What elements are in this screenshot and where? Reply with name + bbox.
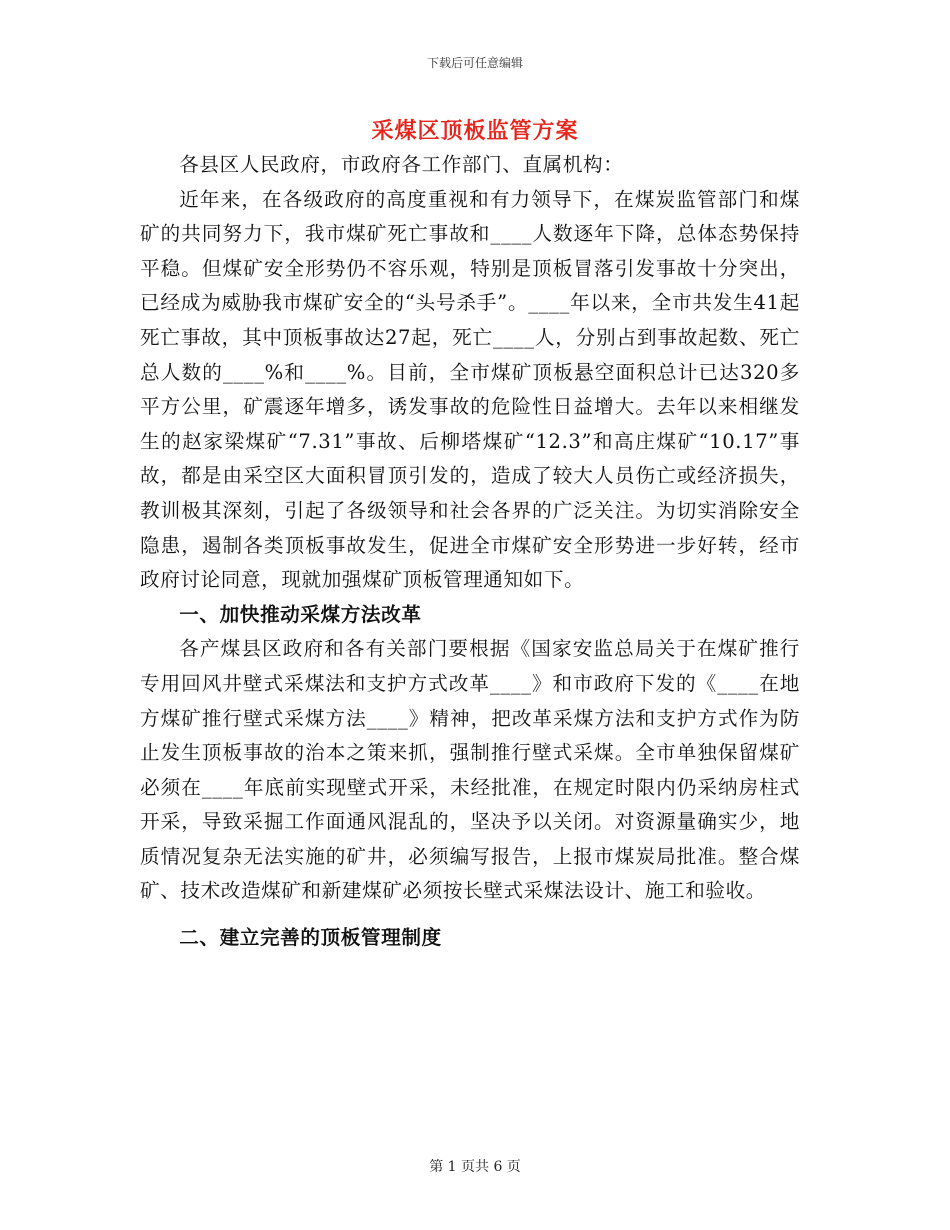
document-body — [140, 148, 800, 956]
section-heading-2: 二、建立完善的顶板管理制度 — [179, 926, 442, 950]
intro-paragraph: 近年来，在各级政府的高度重视和有力领导下，在煤炭监管部门和煤矿的共同努力下，我市煤矿死亡事故和____人数逐年下降，总体态势保持平稳。但煤矿安全形势仍不容乐观，特别是顶板冒落引发事故十分突出，已经成为威胁我市煤矿安全的“头号杀手”。____年以来，全市共发生41起死亡事故，其中顶板事故达27起，死亡____人，分别占到事故起数、死亡总人数的____%和____%。目前，全市煤矿顶板悬空面积总计已达320多平方公里，矿震逐年增多，诱发事故的危险性日益增大。去年以来相继发生的赵家梁煤矿“7.31”事故、后柳塔煤矿“12.3”和高庄煤矿“10.17”事故，都是由采空区大面积冒顶引发的，造成了较大人员伤亡或经济损失，教训极其深刻，引起了各级领导和社会各界的广泛关注。为切实消除安全隐患，遏制各类顶板事故发生，促进全市煤矿安全形势进一步好转，经市政府讨论同意，现就加强煤矿顶板管理通知如下。 — [140, 187, 800, 592]
page-header-note: 下载后可任意编辑 — [426, 56, 523, 70]
document-title: 采煤区顶板监管方案 — [371, 118, 579, 144]
section-1-paragraph: 各产煤县区政府和各有关部门要根据《国家安监总局关于在煤矿推行专用回风井壁式采煤法和支护方式改革____》和市政府下发的《____在地方煤矿推行壁式采煤方法____》精神，把改革采煤方法和支护方式作为防止发生顶板事故的治本之策来抓，强制推行壁式采煤。全市单独保留煤矿必须在____年底前实现壁式开采，未经批准，在规定时限内仍采纳房柱式开采，导致采掘工作面通风混乱的，坚决予以关闭。对资源量确实少，地质情况复杂无法实施的矿井，必须编写报告，上报市煤炭局批准。整合煤矿、技术改造煤矿和新建煤矿必须按长壁式采煤法设计、施工和验收。 — [140, 637, 800, 903]
section-heading-1: 一、加快推动采煤方法改革 — [179, 602, 422, 626]
salutation-paragraph: 各县区人民政府，市政府各工作部门、直属机构： — [179, 153, 624, 176]
page-footer-number: 第 1 页共 6 页 — [429, 1159, 521, 1175]
